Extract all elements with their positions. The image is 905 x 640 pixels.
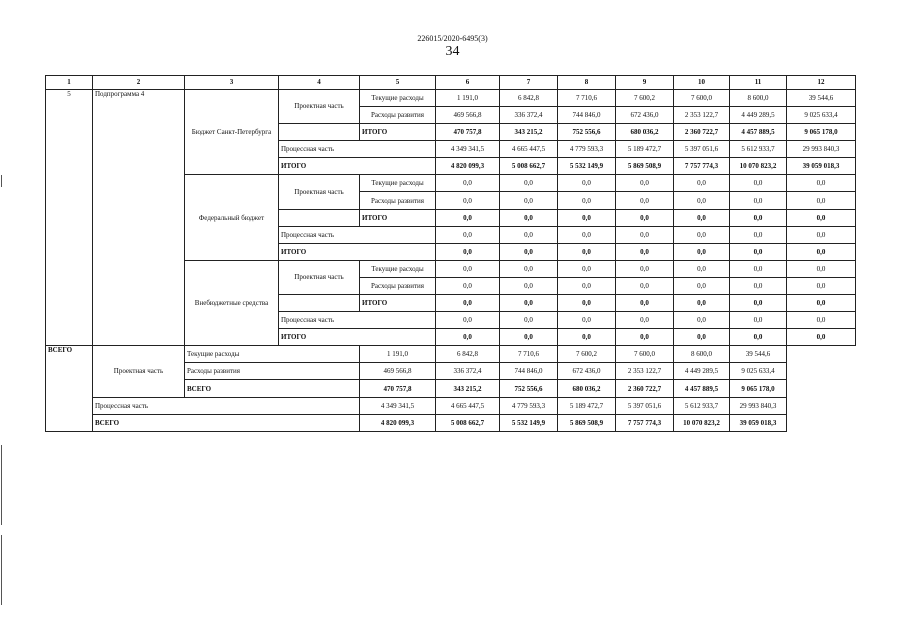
fed-current-value: 0,0 — [436, 175, 500, 192]
spb-process-value: 4 349 341,5 — [436, 141, 500, 158]
spb-development-value: 4 449 289,5 — [730, 106, 787, 123]
fed-development-value: 0,0 — [436, 192, 500, 209]
column-header: 6 — [436, 76, 500, 90]
fed-development-value: 0,0 — [787, 192, 856, 209]
fed-total-value: 0,0 — [730, 243, 787, 260]
fed-project-total-value: 0,0 — [500, 209, 558, 226]
total-development-value: 469 566,8 — [360, 363, 436, 380]
spb-current-value: 1 191,0 — [436, 89, 500, 106]
column-header: 10 — [674, 76, 730, 90]
extra-total-value: 0,0 — [558, 329, 616, 346]
fed-total-value: 0,0 — [436, 243, 500, 260]
fed-process-value: 0,0 — [787, 226, 856, 243]
page-number: 34 — [445, 44, 460, 59]
project-part-label: Проектная часть — [279, 175, 360, 209]
empty-cell — [279, 124, 360, 141]
fed-current-value: 0,0 — [674, 175, 730, 192]
total-current-value: 8 600,0 — [674, 346, 730, 363]
extra-process-value: 0,0 — [787, 312, 856, 329]
empty-cell — [279, 295, 360, 312]
grand-total-value: 39 059 018,3 — [730, 414, 787, 431]
spb-total-value: 10 070 823,2 — [730, 158, 787, 175]
fed-current-value: 0,0 — [500, 175, 558, 192]
fed-process-value: 0,0 — [616, 226, 674, 243]
project-part-label: Проектная часть — [279, 260, 360, 294]
current-expenses-label: Текущие расходы — [185, 346, 360, 363]
total-project-value: 470 757,8 — [360, 380, 436, 397]
fed-current-value: 0,0 — [616, 175, 674, 192]
current-expenses-label: Текущие расходы — [360, 260, 436, 277]
extra-current-value: 0,0 — [787, 260, 856, 277]
total-current-value: 7 600,2 — [558, 346, 616, 363]
development-expenses-label: Расходы развития — [360, 192, 436, 209]
fed-project-total-value: 0,0 — [674, 209, 730, 226]
scan-edge-mark — [1, 535, 2, 605]
spb-process-value: 5 189 472,7 — [616, 141, 674, 158]
project-part-label: Проектная часть — [279, 89, 360, 123]
development-expenses-label: Расходы развития — [185, 363, 360, 380]
extra-current-value: 0,0 — [436, 260, 500, 277]
spb-current-value: 8 600,0 — [730, 89, 787, 106]
extra-project-total-value: 0,0 — [500, 295, 558, 312]
extra-project-total-value: 0,0 — [787, 295, 856, 312]
grand-total-value: 10 070 823,2 — [674, 414, 730, 431]
fed-project-total-value: 0,0 — [436, 209, 500, 226]
extra-project-total-value: 0,0 — [616, 295, 674, 312]
column-header: 3 — [185, 76, 279, 90]
grand-total-value: 5 869 508,9 — [558, 414, 616, 431]
extra-process-value: 0,0 — [616, 312, 674, 329]
itogo-label: ИТОГО — [279, 329, 436, 346]
total-process-value: 4 349 341,5 — [360, 397, 436, 414]
spb-project-total-value: 4 457 889,5 — [730, 124, 787, 141]
total-current-value: 6 842,8 — [436, 346, 500, 363]
extra-development-value: 0,0 — [730, 277, 787, 294]
extra-development-value: 0,0 — [436, 277, 500, 294]
fed-development-value: 0,0 — [674, 192, 730, 209]
extra-total-value: 0,0 — [436, 329, 500, 346]
fed-development-value: 0,0 — [730, 192, 787, 209]
fed-current-value: 0,0 — [730, 175, 787, 192]
grand-total-value: 4 820 099,3 — [360, 414, 436, 431]
fed-current-value: 0,0 — [787, 175, 856, 192]
column-header: 12 — [787, 76, 856, 90]
fed-development-value: 0,0 — [616, 192, 674, 209]
fed-project-total-value: 0,0 — [616, 209, 674, 226]
current-expenses-label: Текущие расходы — [360, 175, 436, 192]
extra-process-value: 0,0 — [674, 312, 730, 329]
column-header: 8 — [558, 76, 616, 90]
column-header: 11 — [730, 76, 787, 90]
fed-project-total-value: 0,0 — [730, 209, 787, 226]
extra-development-value: 0,0 — [500, 277, 558, 294]
extra-current-value: 0,0 — [500, 260, 558, 277]
spb-total-value: 5 532 149,9 — [558, 158, 616, 175]
subprogram-name: Подпрограмма 4 — [93, 89, 185, 345]
spb-process-value: 4 665 447,5 — [500, 141, 558, 158]
fed-development-value: 0,0 — [500, 192, 558, 209]
total-process-value: 5 397 051,6 — [616, 397, 674, 414]
total-development-value: 4 449 289,5 — [674, 363, 730, 380]
spb-process-value: 5 612 933,7 — [730, 141, 787, 158]
total-process-value: 29 993 840,3 — [730, 397, 787, 414]
spb-current-value: 7 710,6 — [558, 89, 616, 106]
extra-total-value: 0,0 — [787, 329, 856, 346]
spb-budget-label: Бюджет Санкт-Петербурга — [185, 89, 279, 174]
fed-process-value: 0,0 — [436, 226, 500, 243]
total-project-value: 2 360 722,7 — [616, 380, 674, 397]
vsego-label: ВСЕГО — [93, 414, 360, 431]
total-process-value: 4 779 593,3 — [500, 397, 558, 414]
spb-current-row — [46, 89, 856, 106]
extra-development-value: 0,0 — [787, 277, 856, 294]
table-header-row — [46, 76, 856, 90]
fed-project-total-value: 0,0 — [787, 209, 856, 226]
spb-development-value: 336 372,4 — [500, 106, 558, 123]
fed-total-value: 0,0 — [787, 243, 856, 260]
total-current-row — [46, 346, 856, 363]
spb-development-value: 2 353 122,7 — [674, 106, 730, 123]
total-process-value: 4 665 447,5 — [436, 397, 500, 414]
fed-process-value: 0,0 — [674, 226, 730, 243]
extra-current-value: 0,0 — [730, 260, 787, 277]
spb-project-total-value: 343 215,2 — [500, 124, 558, 141]
itogo-label: ИТОГО — [279, 243, 436, 260]
extra-development-value: 0,0 — [616, 277, 674, 294]
grand-total-value: 5 532 149,9 — [500, 414, 558, 431]
total-development-value: 744 846,0 — [500, 363, 558, 380]
spb-total-value: 4 820 099,3 — [436, 158, 500, 175]
spb-total-value: 7 757 774,3 — [674, 158, 730, 175]
spb-project-total-value: 752 556,6 — [558, 124, 616, 141]
extra-project-total-value: 0,0 — [558, 295, 616, 312]
total-development-value: 2 353 122,7 — [616, 363, 674, 380]
fed-total-value: 0,0 — [616, 243, 674, 260]
process-part-label: Процессная часть — [93, 397, 360, 414]
scan-edge-mark — [1, 445, 2, 525]
extra-project-total-value: 0,0 — [436, 295, 500, 312]
total-development-value: 9 025 633,4 — [730, 363, 787, 380]
column-header: 9 — [616, 76, 674, 90]
scan-edge-mark — [1, 175, 2, 187]
total-project-value: 752 556,6 — [500, 380, 558, 397]
document-id: 226015/2020-6495(3) — [417, 34, 488, 43]
fed-development-value: 0,0 — [558, 192, 616, 209]
empty-cell — [279, 209, 360, 226]
fed-total-value: 0,0 — [558, 243, 616, 260]
grand-total-value: 5 008 662,7 — [436, 414, 500, 431]
extra-process-value: 0,0 — [730, 312, 787, 329]
itogo-label: ИТОГО — [360, 124, 436, 141]
column-header: 7 — [500, 76, 558, 90]
total-project-value: 680 036,2 — [558, 380, 616, 397]
extra-current-value: 0,0 — [558, 260, 616, 277]
total-current-value: 7 710,6 — [500, 346, 558, 363]
extra-current-value: 0,0 — [674, 260, 730, 277]
total-project-value: 343 215,2 — [436, 380, 500, 397]
spb-development-value: 9 025 633,4 — [787, 106, 856, 123]
extra-development-value: 0,0 — [558, 277, 616, 294]
current-expenses-label: Текущие расходы — [360, 89, 436, 106]
extra-development-value: 0,0 — [674, 277, 730, 294]
extra-total-value: 0,0 — [730, 329, 787, 346]
spb-total-value: 5 008 662,7 — [500, 158, 558, 175]
grand-total-value: 7 757 774,3 — [616, 414, 674, 431]
spb-current-value: 6 842,8 — [500, 89, 558, 106]
extra-project-total-value: 0,0 — [674, 295, 730, 312]
fed-budget-label: Федеральный бюджет — [185, 175, 279, 260]
extra-total-value: 0,0 — [674, 329, 730, 346]
fed-process-value: 0,0 — [558, 226, 616, 243]
fed-total-value: 0,0 — [674, 243, 730, 260]
fed-total-value: 0,0 — [500, 243, 558, 260]
spb-project-total-value: 9 065 178,0 — [787, 124, 856, 141]
column-header: 1 — [46, 76, 93, 90]
total-project-value: 9 065 178,0 — [730, 380, 787, 397]
spb-process-value: 29 993 840,3 — [787, 141, 856, 158]
extra-current-value: 0,0 — [616, 260, 674, 277]
fed-project-total-value: 0,0 — [558, 209, 616, 226]
itogo-label: ИТОГО — [360, 209, 436, 226]
total-process-row — [46, 397, 856, 414]
extra-budget-label: Внебюджетные средства — [185, 260, 279, 345]
column-header: 5 — [360, 76, 436, 90]
fed-process-value: 0,0 — [730, 226, 787, 243]
project-part-label: Проектная часть — [93, 346, 185, 397]
spb-development-value: 469 566,8 — [436, 106, 500, 123]
total-development-value: 336 372,4 — [436, 363, 500, 380]
spb-project-total-value: 2 360 722,7 — [674, 124, 730, 141]
development-expenses-label: Расходы развития — [360, 106, 436, 123]
spb-development-value: 672 436,0 — [616, 106, 674, 123]
total-development-value: 672 436,0 — [558, 363, 616, 380]
process-part-label: Процессная часть — [279, 141, 436, 158]
column-header: 2 — [93, 76, 185, 90]
process-part-label: Процессная часть — [279, 226, 436, 243]
spb-current-value: 39 544,6 — [787, 89, 856, 106]
column-header: 4 — [279, 76, 360, 90]
total-process-value: 5 612 933,7 — [674, 397, 730, 414]
grand-total-row — [46, 414, 856, 431]
extra-project-total-value: 0,0 — [730, 295, 787, 312]
spb-project-total-value: 470 757,8 — [436, 124, 500, 141]
extra-total-value: 0,0 — [500, 329, 558, 346]
vsego-label: ВСЕГО — [185, 380, 360, 397]
extra-process-value: 0,0 — [436, 312, 500, 329]
spb-development-value: 744 846,0 — [558, 106, 616, 123]
row-number: 5 — [46, 89, 93, 345]
spb-current-value: 7 600,2 — [616, 89, 674, 106]
fed-current-value: 0,0 — [558, 175, 616, 192]
spb-project-total-value: 680 036,2 — [616, 124, 674, 141]
total-project-value: 4 457 889,5 — [674, 380, 730, 397]
total-current-value: 1 191,0 — [360, 346, 436, 363]
extra-process-value: 0,0 — [500, 312, 558, 329]
extra-process-value: 0,0 — [558, 312, 616, 329]
total-all-label: ВСЕГО — [46, 346, 93, 432]
fed-process-value: 0,0 — [500, 226, 558, 243]
total-current-value: 39 544,6 — [730, 346, 787, 363]
spb-total-value: 5 869 508,9 — [616, 158, 674, 175]
spb-total-value: 39 059 018,3 — [787, 158, 856, 175]
extra-total-value: 0,0 — [616, 329, 674, 346]
development-expenses-label: Расходы развития — [360, 277, 436, 294]
itogo-label: ИТОГО — [279, 158, 436, 175]
total-current-value: 7 600,0 — [616, 346, 674, 363]
budget-table — [45, 75, 856, 432]
spb-current-value: 7 600,0 — [674, 89, 730, 106]
process-part-label: Процессная часть — [279, 312, 436, 329]
itogo-label: ИТОГО — [360, 295, 436, 312]
total-process-value: 5 189 472,7 — [558, 397, 616, 414]
spb-process-value: 4 779 593,3 — [558, 141, 616, 158]
spb-process-value: 5 397 051,6 — [674, 141, 730, 158]
